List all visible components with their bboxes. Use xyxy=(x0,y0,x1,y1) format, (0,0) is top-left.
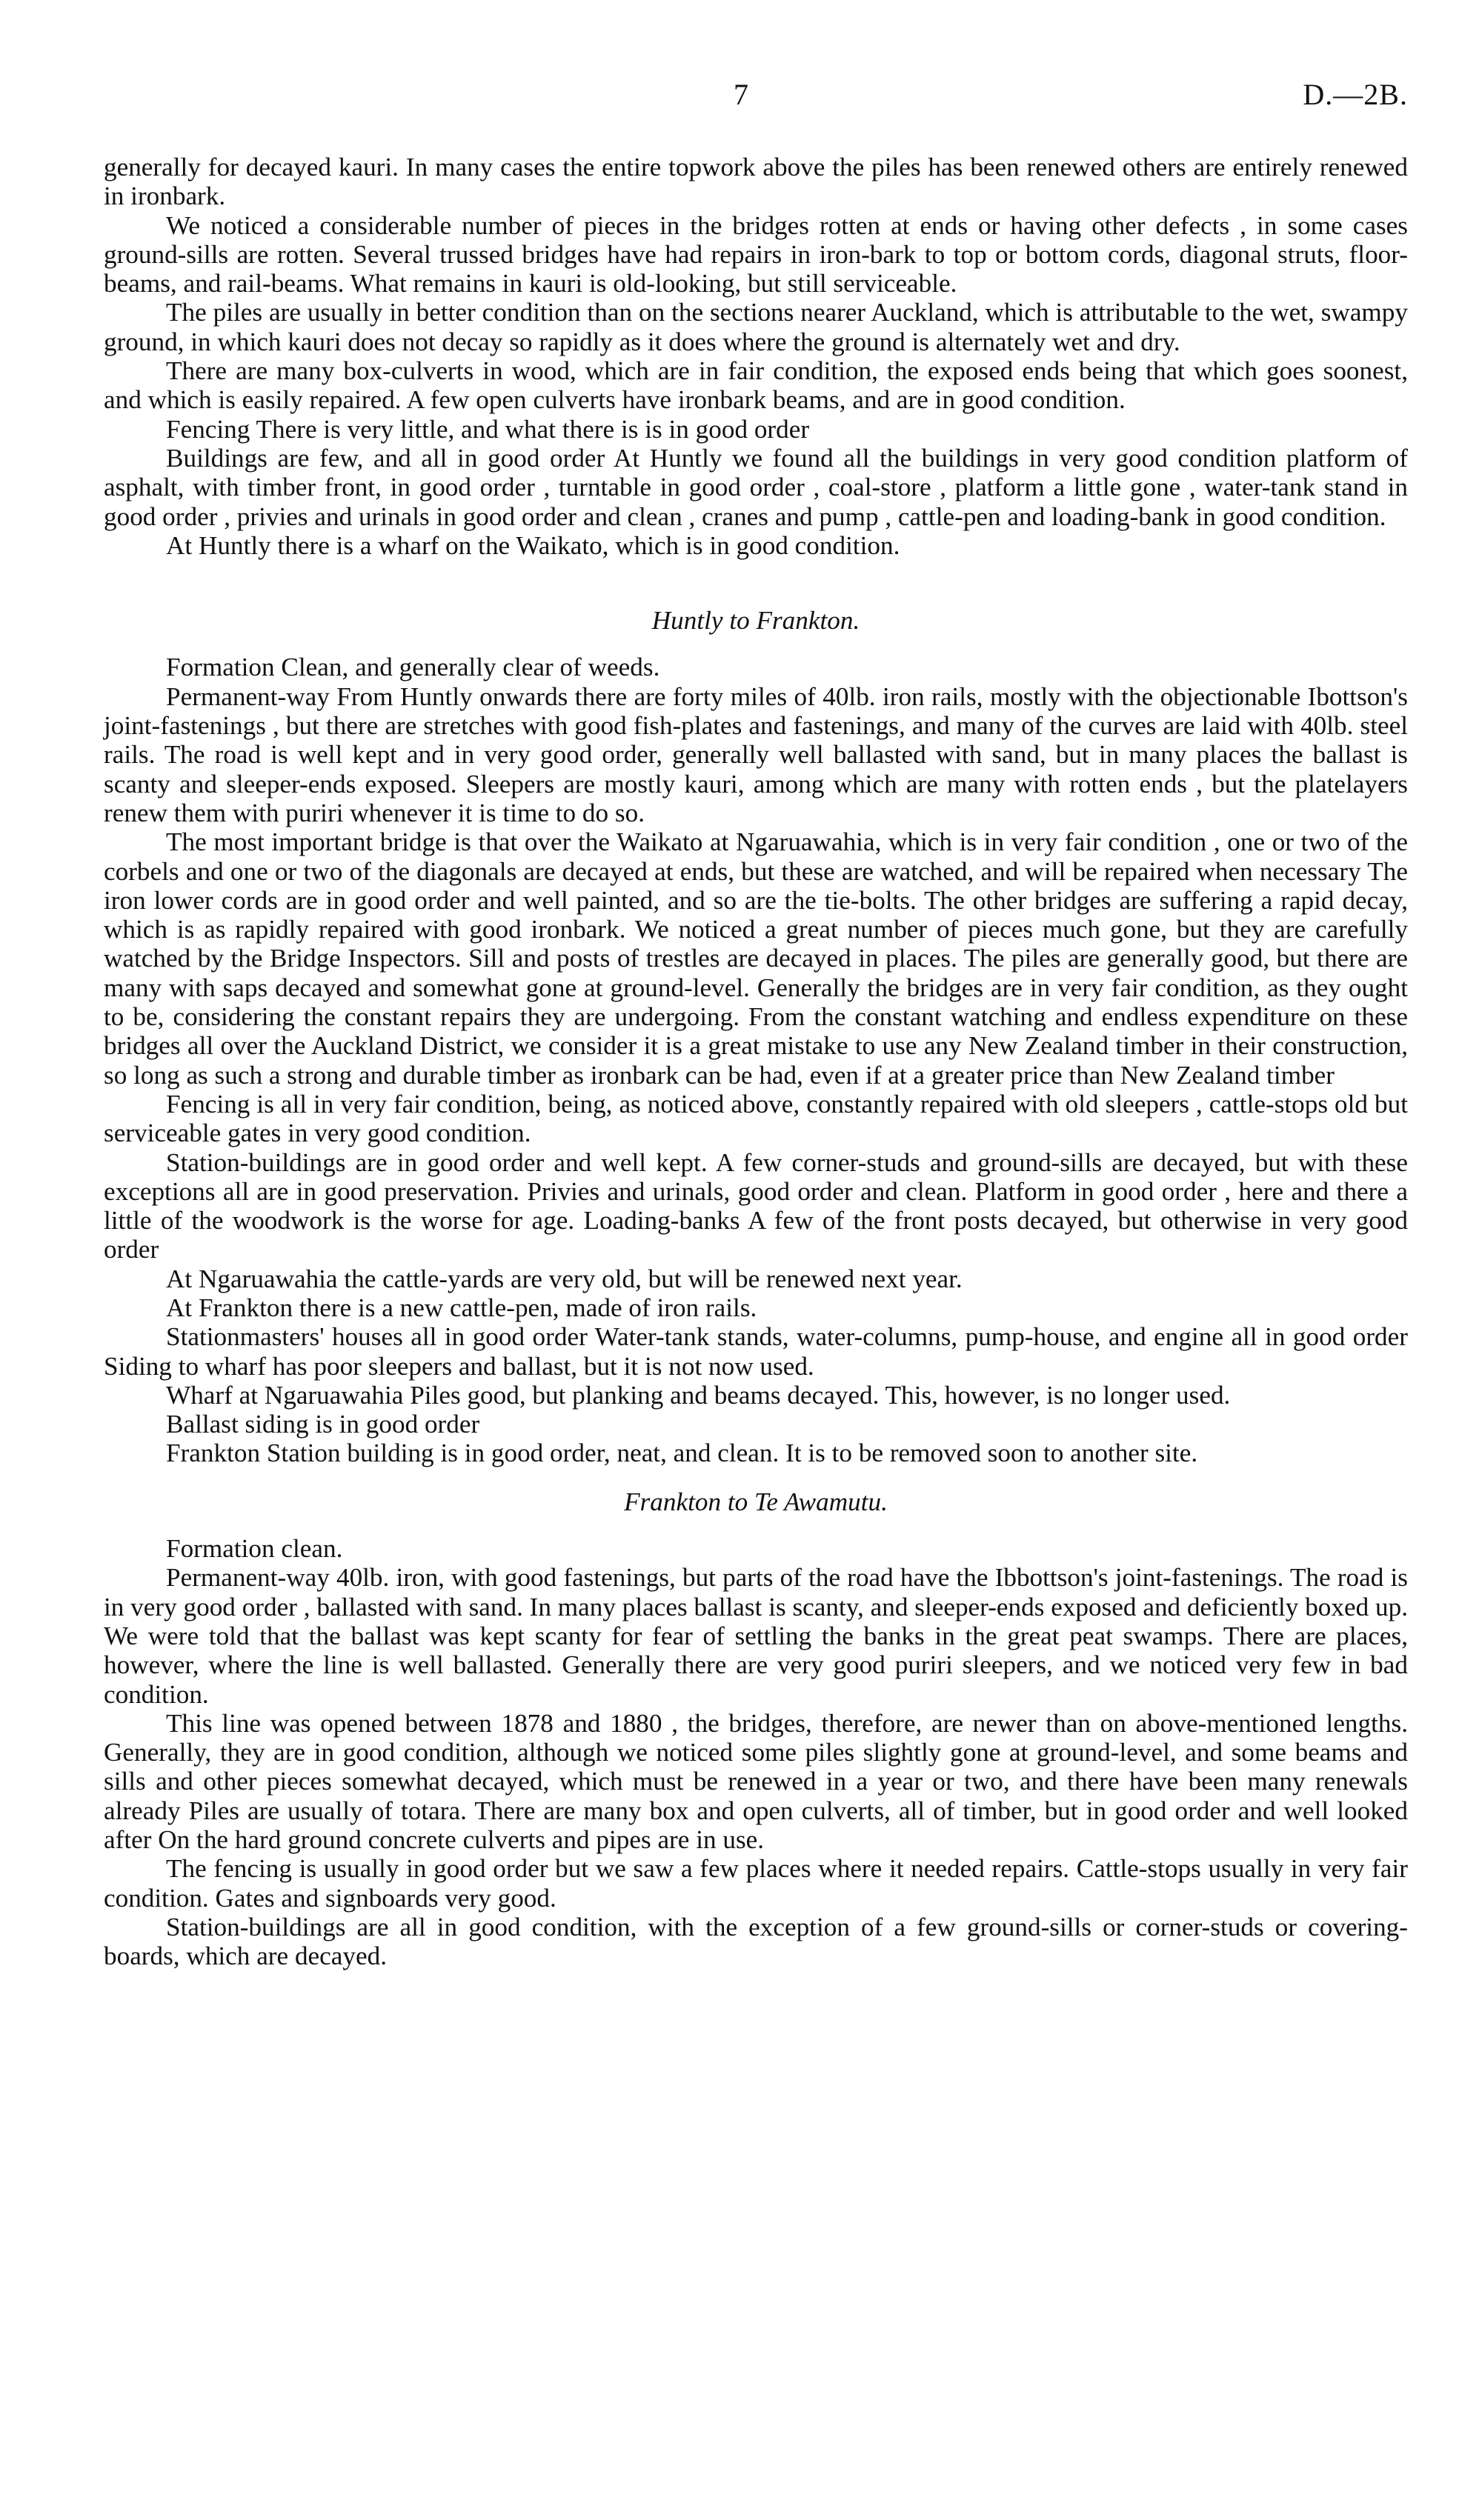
paragraph: This line was opened between 1878 and 1880 , the bridges, therefore, are newer than on above-mentioned lengths. Generally, they are in good condition, although we noticed some piles slightly gone at ground-level, and some beams and sills and other pieces somewhat decayed, which must be renewed in a year or two, and there have been many renewals already Piles are usually of totara. There are many box and open culverts, all of timber, but in good order and well looked after On the hard ground concrete culverts and pipes are in use. xyxy=(104,1708,1408,1855)
paragraph: The fencing is usually in good order but we saw a few places where it needed repairs. Cattle-stops usually in very fair condition. Gates and signboards very good. xyxy=(104,1854,1408,1913)
paragraph: Buildings are few, and all in good order At Huntly we found all the buildings in very good condition platform of asphalt, with timber front, in good order , turntable in good order , coal-store , platform a little gone , water-tank stand in good order , privies and urinals in good order and clean , cranes and pump , cattle-pen and loading-bank in good condition. xyxy=(104,443,1408,531)
paragraph: Permanent-way From Huntly onwards there are forty miles of 40lb. iron rails, mostly with the objectionable Ibottson's joint-fastenings , but there are stretches with good fish-plates and fastenings, and many of the curves are laid with 40lb. steel rails. The road is well kept and in very good order, generally well ballasted with sand, but in many places the ballast is scanty and sleeper-ends exposed. Sleepers are mostly kauri, among which are many with rotten ends , but the platelayers renew them with puriri whenever it is time to do so. xyxy=(104,681,1408,827)
paragraph: Frankton Station building is in good order, neat, and clean. It is to be removed soon to another site. xyxy=(166,1439,1198,1468)
paragraph: At Huntly there is a wharf on the Waikato, which is in good condition. xyxy=(166,530,900,560)
paragraph: Station-buildings are in good order and well kept. A few corner-studs and ground-sills are decayed, but with these exceptions all are in good preservation. Privies and urinals, good order and clean. Platform in good order , here and there a little of the woodwork is the worse for age. Loading-banks A few of the front posts decayed, but otherwise in very good order xyxy=(104,1147,1408,1264)
paragraph: Formation Clean, and generally clear of weeds. xyxy=(166,653,660,682)
page-number: 7 xyxy=(734,78,748,111)
paragraph: Wharf at Ngaruawahia Piles good, but planking and beams decayed. This, however, is no longer used. xyxy=(166,1380,1231,1410)
paragraph: generally for decayed kauri. In many cases the entire topwork above the piles has been renewed others are entirely renewed in ironbark. xyxy=(104,153,1408,211)
paragraph: We noticed a considerable number of pieces in the bridges rotten at ends or having other defects , in some cases ground-sills are rotten. Several trussed bridges have had repairs in iron-bark to top or bottom cords, diagonal struts, floor-beams, and rail-beams. What remains in kauri is old-looking, but still serviceable. xyxy=(104,210,1408,299)
paragraph: Fencing There is very little, and what there is is in good order xyxy=(166,414,810,444)
paragraph: Stationmasters' houses all in good order Water-tank stands, water-columns, pump-house, and engine all in good order Siding to wharf has poor sleepers and ballast, but it is not now used. xyxy=(104,1322,1408,1381)
paragraph: Station-buildings are all in good condition, with the exception of a few ground-sills or corner-studs or covering-boards, which are decayed. xyxy=(104,1912,1408,1971)
document-reference: D.—2B. xyxy=(1303,78,1408,111)
paragraph: At Frankton there is a new cattle-pen, made of iron rails. xyxy=(166,1293,757,1322)
paragraph: The piles are usually in better condition than on the sections nearer Auckland, which is attributable to the wet, swampy ground, in which kauri does not decay so rapidly as it does where the ground is alternately wet and dry. xyxy=(104,298,1408,356)
paragraph: Permanent-way 40lb. iron, with good fastenings, but parts of the road have the Ibbottson's joint-fastenings. The road is in very good order , ballasted with sand. In many places ballast is scanty, and sleeper-ends exposed and deficiently boxed up. We were told that the ballast was kept scanty for fear of settling the banks in the great peat swamps. There are places, however, where the line is well ballasted. Generally there are very good puriri sleepers, and we noticed very few in bad condition. xyxy=(104,1563,1408,1709)
section-heading: Frankton to Te Awamutu. xyxy=(624,1487,888,1516)
paragraph: Ballast siding is in good order xyxy=(166,1410,480,1439)
paragraph: Fencing is all in very fair condition, being, as noticed above, constantly repaired with old sleepers , cattle-stops old but serviceable gates in very good condition. xyxy=(104,1089,1408,1148)
paragraph: Formation clean. xyxy=(166,1534,343,1564)
paragraph: The most important bridge is that over the Waikato at Ngaruawahia, which is in very fair condition , one or two of the corbels and one or two of the diagonals are decayed at ends, but these are watched, and will be repaired when necessary The iron lower cords are in good order and well painted, and so are the tie-bolts. The other bridges are suffering a rapid decay, which is as rapidly repaired with good ironbark. We noticed a great number of pieces much gone, but they are carefully watched by the Bridge Inspectors. Sill and posts of trestles are decayed in places. The piles are generally good, but there are many with saps decayed and somewhat gone at ground-level. Generally the bridges are in very fair condition, as they ought to be, considering the constant repairs they are undergoing. From the constant watching and endless expenditure on these bridges all over the Auckland District, we consider it is a great mistake to use any New Zealand timber in their construction, so long as such a strong and durable timber as ironbark can be had, even if at a greater price than New Zealand timber xyxy=(104,827,1408,1090)
paragraph: At Ngaruawahia the cattle-yards are very old, but will be renewed next year. xyxy=(166,1264,963,1293)
section-heading: Huntly to Frankton. xyxy=(651,606,860,636)
document-body xyxy=(104,153,1408,1971)
paragraph: There are many box-culverts in wood, which are in fair condition, the exposed ends being that which goes soonest, and which is easily repaired. A few open culverts have ironbark beams, and are in good condition. xyxy=(104,356,1408,415)
page-header xyxy=(104,77,1408,121)
